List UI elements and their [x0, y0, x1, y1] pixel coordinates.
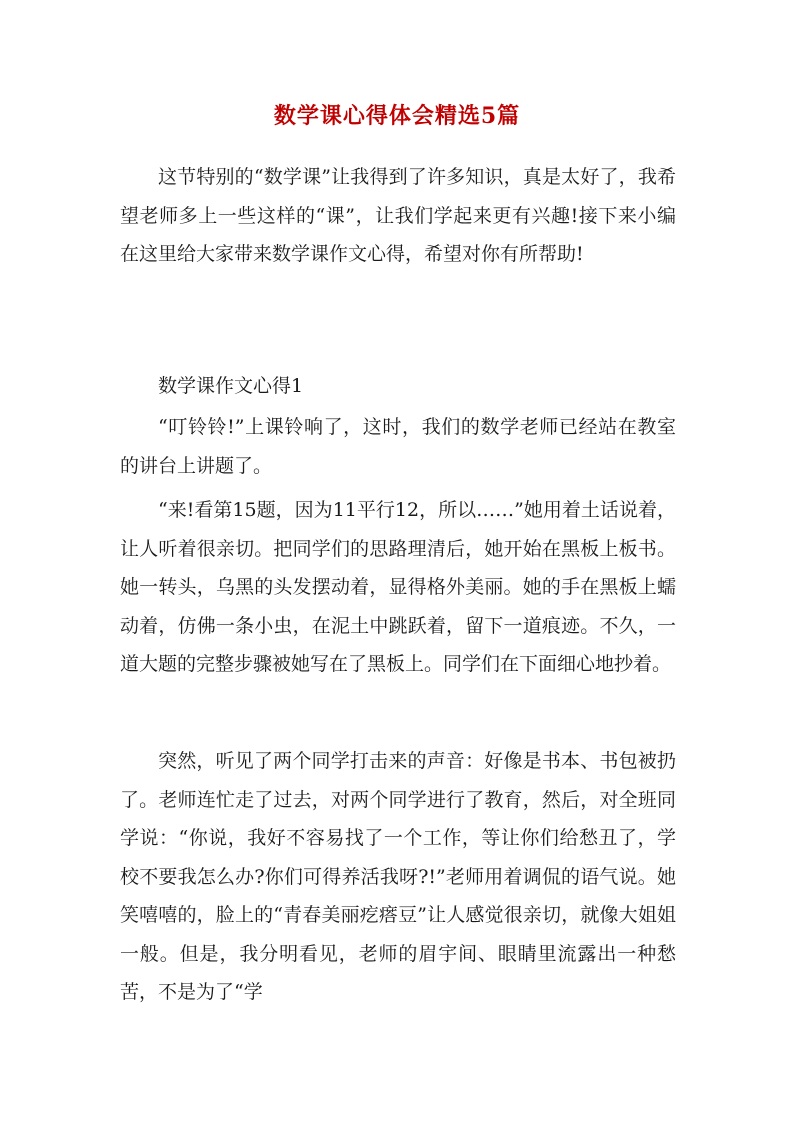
intro-paragraph: 这节特别的“数学课”让我得到了许多知识，真是太好了，我希望老师多上一些这样的“课”，让我们学起来更有兴趣!接下来小编在这里给大家带来数学课作文心得，希望对你有所帮助!: [120, 166, 676, 265]
paragraph-teacher: 突然，听见了两个同学打击来的声音：好像是书本、书包被扔了。老师连忙走了过去，对两个同学进行了教育，然后，对全班同学说：“你说，我好不容易找了一个工作，等让你们给愁丑了，学校不要我怎么办?你们可得养活我呀?!”老师用着调侃的语气说。她笑嘻嘻的，脸上的“青春美丽疙瘩豆”让人感觉很亲切，就像大姐姐一般。但是，我分明看见，老师的眉宇间、眼睛里流露出一种愁苦，不是为了“学: [120, 750, 676, 1003]
paragraph-bell: “叮铃铃!”上课铃响了，这时，我们的数学老师已经站在教室的讲台上讲题了。: [120, 416, 676, 477]
paragraph-blackboard: “来!看第15题，因为11平行12，所以……”她用着土话说着，让人听着很亲切。把同学们的思路理清后，她开始在黑板上板书。她一转头，乌黑的头发摆动着，显得格外美丽。她的手在黑板上蠕动着，仿佛一条小虫，在泥土中跳跃着，留下一道痕迹。不久，一道大题的完整步骤被她写在了黑板上。同学们在下面细心地抄着。: [120, 499, 676, 675]
document-title: 数学课心得体会精选5篇: [273, 103, 521, 129]
section-heading: 数学课作文心得1: [158, 375, 304, 397]
